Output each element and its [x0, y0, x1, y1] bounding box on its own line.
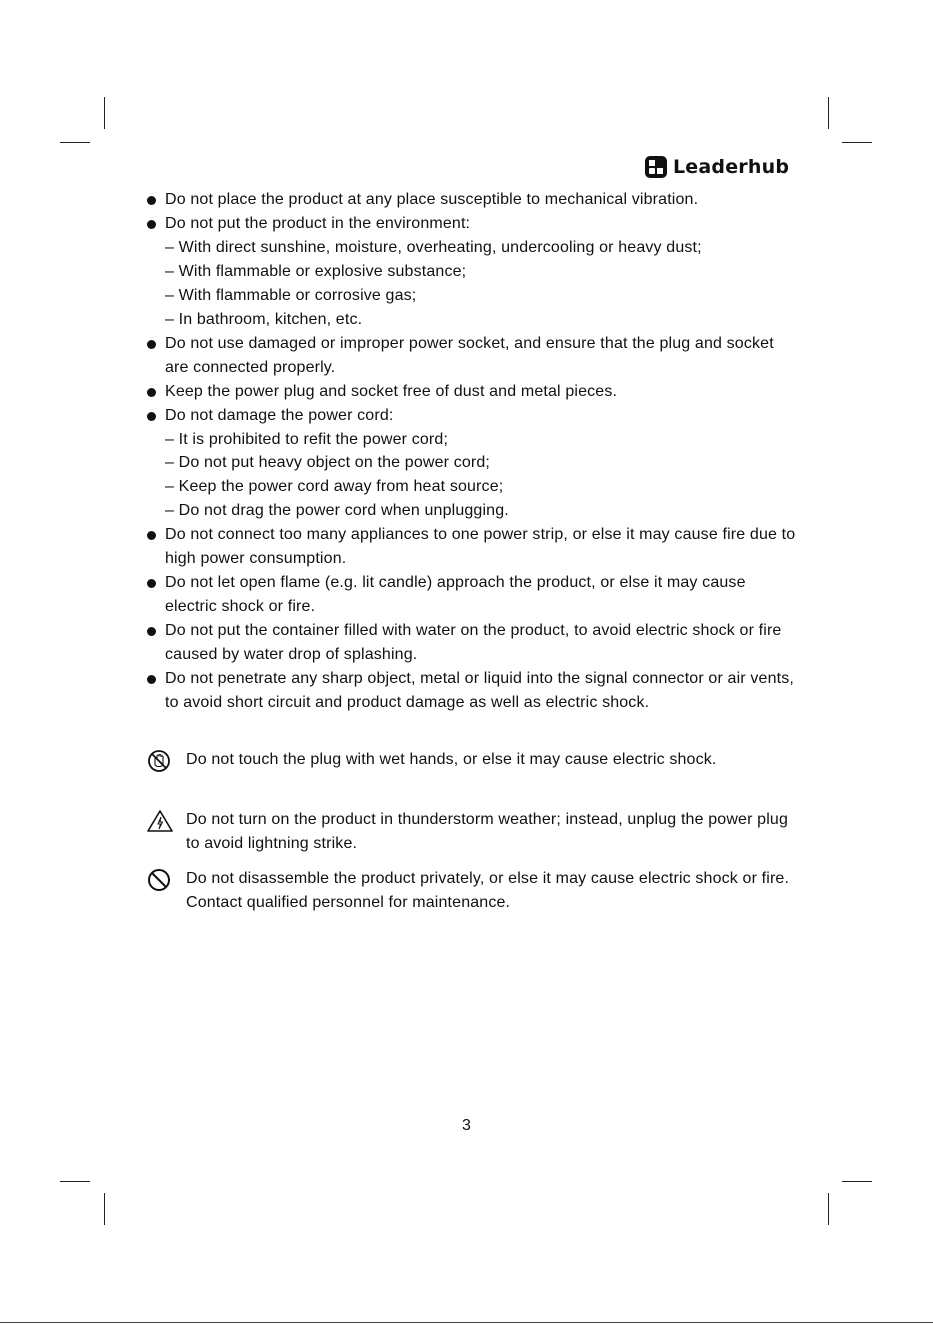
bullet-item — [147, 571, 797, 619]
bullet-item — [147, 619, 797, 667]
warning-thunderstorm — [147, 808, 797, 856]
bullet-item — [147, 380, 797, 404]
sub-item: – In bathroom, kitchen, etc. — [165, 310, 363, 328]
bullet-dot-icon — [147, 340, 156, 349]
warning-text: Do not disassemble the product privately, or else it may cause electric shock or fire. Contact qualified personnel for maintenance. — [186, 870, 790, 911]
no-wet-hands-icon — [147, 749, 173, 773]
brand-logo — [645, 156, 789, 178]
sub-item: – Do not put heavy object on the power cord; — [165, 454, 491, 472]
bullet-item — [147, 188, 797, 212]
brand-name: Leaderhub — [673, 156, 790, 178]
bullet-dot-icon — [147, 388, 156, 397]
sub-item: – With flammable or corrosive gas; — [165, 286, 417, 304]
warning-disassemble — [147, 867, 797, 915]
crop-mark — [828, 1193, 829, 1225]
bullet-text: Do not damage the power cord: — [165, 406, 394, 424]
warning-triangle-icon — [147, 809, 173, 833]
page-number: 3 — [462, 1117, 471, 1134]
bullet-text: Do not connect too many appliances to one power strip, or else it may cause fire due to high power consumption. — [165, 526, 796, 568]
bullet-text: Keep the power plug and socket free of dust and metal pieces. — [165, 382, 618, 400]
crop-mark — [60, 1181, 90, 1182]
warning-text: Do not touch the plug with wet hands, or else it may cause electric shock. — [186, 751, 717, 768]
crop-mark — [104, 97, 105, 129]
bullet-item — [147, 667, 797, 715]
prohibited-icon — [147, 868, 173, 892]
sub-item: – With direct sunshine, moisture, overheating, undercooling or heavy dust; — [165, 238, 702, 256]
crop-mark — [60, 142, 90, 143]
sub-item: – Keep the power cord away from heat source; — [165, 478, 504, 496]
warning-wet-hands — [147, 748, 797, 772]
bullet-text: Do not use damaged or improper power socket, and ensure that the plug and socket are connected properly. — [165, 334, 774, 376]
sub-item: – Do not drag the power cord when unplugging. — [165, 502, 509, 520]
crop-mark — [104, 1193, 105, 1225]
sub-item: – With flammable or explosive substance; — [165, 262, 467, 280]
leaderhub-logo-icon — [645, 156, 667, 178]
bullet-dot-icon — [147, 196, 156, 205]
sub-item: – It is prohibited to refit the power cord; — [165, 430, 449, 448]
crop-mark — [842, 1181, 872, 1182]
bullet-text: Do not place the product at any place susceptible to mechanical vibration. — [165, 191, 699, 208]
bullet-dot-icon — [147, 675, 156, 684]
safety-bullet-list — [147, 188, 797, 715]
bullet-text: Do not put the container filled with water on the product, to avoid electric shock or fire caused by water drop of splashing. — [165, 622, 782, 664]
crop-mark — [842, 142, 872, 143]
bullet-text: Do not let open flame (e.g. lit candle) approach the product, or else it may cause electric shock or fire. — [165, 574, 746, 616]
bullet-item — [147, 212, 797, 332]
bullet-item — [147, 332, 797, 380]
page-edge — [0, 1322, 933, 1323]
bullet-dot-icon — [147, 627, 156, 636]
bullet-dot-icon — [147, 579, 156, 588]
bullet-text: Do not put the product in the environment: — [165, 214, 471, 232]
bullet-dot-icon — [147, 531, 156, 540]
bullet-text: Do not penetrate any sharp object, metal or liquid into the signal connector or air vents, to avoid short circuit and product damage as well as electric shock. — [165, 670, 794, 712]
bullet-dot-icon — [147, 220, 156, 229]
bullet-item — [147, 404, 797, 524]
bullet-dot-icon — [147, 412, 156, 421]
warning-text: Do not turn on the product in thunderstorm weather; instead, unplug the power plug to avoid lightning strike. — [186, 811, 789, 852]
bullet-item — [147, 523, 797, 571]
crop-mark — [828, 97, 829, 129]
